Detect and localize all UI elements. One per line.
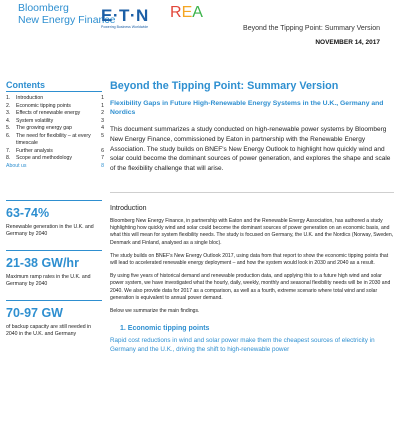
stat-divider — [6, 300, 102, 301]
header-date: NOVEMBER 14, 2017 — [315, 39, 380, 46]
toc-item-growing-energy-gap[interactable]: 5. The growing energy gap 4 — [6, 125, 104, 131]
section-lead-paragraph: Rapid cost reductions in wind and solar power make them the cheapest sources of electricity in Germany and the U.K., driving the shift to high-renewable power — [110, 337, 375, 354]
stat-description: Maximum ramp rates in the U.K. and Germany by 2040 — [6, 274, 91, 287]
bnef-logo: Bloomberg New Energy Finance — [18, 2, 116, 26]
toc-item-economic-tipping-points[interactable]: 2. Economic tipping points 1 — [6, 102, 104, 109]
body-paragraph: By using five years of historical demand and renewable production data, and applying this to a future high wind and solar power system, we have investigated what the hourly, daily, weekly, monthly and seasonal flexibility needs will be in 2030 and 2040. We also provide data for 2017 as a comparison, as well as a fourth, extreme scenario where total wind and solar generation is equivalent to annual power demand. — [110, 273, 391, 301]
page-title: Beyond the Tipping Point: Summary Version — [110, 80, 339, 92]
contents-divider — [6, 91, 102, 92]
stat-value: 70-97 GW — [6, 306, 63, 320]
toc-item-system-volatility[interactable]: 4. System volatility 3 — [6, 117, 104, 124]
eaton-tagline: Powering Business Worldwide — [101, 25, 149, 29]
toc-item-need-for-flexibility[interactable]: 6. The need for flexibility – at every timescale 5 — [6, 132, 104, 146]
stat-description: of backup capacity are still needed in 2040 in the U.K. and Germany — [6, 324, 92, 337]
stat-renewable-generation — [6, 200, 102, 238]
eaton-wordmark: E·T·N — [101, 6, 149, 25]
stat-value: 63-74% — [6, 206, 50, 220]
toc-item-further-analysis[interactable]: 7. Further analysis 6 — [6, 147, 104, 154]
eaton-logo — [101, 7, 153, 30]
section-divider — [110, 192, 394, 193]
header-document-title: Beyond the Tipping Point: Summary Version — [243, 25, 380, 32]
body-paragraph: Bloomberg New Energy Finance, in partnership with Eaton and the Renewable Energy Association, has authored a study highlighting how quickly wind and solar could become the dominant sources of power generation on an economic basis, and what this will mean for system flexibility needs. The study is focused on Germany, the U.K. and the Nordics (Norway, Sweden, Denmark and Finland, analysed as a single bloc). — [110, 217, 394, 246]
body-paragraph: Below we summarize the main findings. — [110, 308, 200, 315]
stat-backup-capacity — [6, 300, 102, 338]
toc-item-introduction[interactable]: 1. Introduction 1 — [6, 95, 104, 101]
stat-value: 21-38 GW/hr — [6, 256, 79, 270]
stat-divider — [6, 250, 102, 251]
stat-description: Renewable generation in the U.K. and Germany by 2040 — [6, 224, 94, 237]
toc-item-effects-of-renewable-energy[interactable]: 3. Effects of renewable energy 2 — [6, 110, 104, 116]
page-subtitle: Flexibility Gaps in Future High-Renewable Energy Systems in the U.K., Germany and Nordics — [110, 100, 384, 116]
section-heading-economic-tipping-points: 1. Economic tipping points — [120, 325, 210, 333]
stat-divider — [6, 200, 102, 201]
table-of-contents — [6, 95, 104, 170]
stat-ramp-rates — [6, 250, 102, 288]
toc-item-scope-and-methodology[interactable]: 8. Scope and methodology 7 — [6, 155, 104, 161]
main-content — [110, 80, 394, 354]
summary-paragraph: This document summarizes a study conducted on high-renewable power systems by Bloomberg New Energy Finance, commissioned by Eaton in partnership with the Renewable Energy Association. The study builds on BNEF's New Energy Outlook to highlight how quickly wind and solar could become the dominant sources of power generation, and explores the shape and scale of the flexibility challenge that will arise. — [110, 126, 391, 173]
toc-item-about-us[interactable]: About us 8 — [6, 162, 104, 169]
contents-heading: Contents — [6, 80, 45, 90]
introduction-heading: Introduction — [110, 204, 147, 212]
rea-logo: REA — [170, 4, 203, 21]
body-paragraph: The study builds on BNEF's New Energy Outlook 2017, using data from that report to show the economic tipping points that will lead to accelerated renewable energy deployment – and how the system would look in 2030 and 2040 as a result. — [110, 252, 389, 266]
